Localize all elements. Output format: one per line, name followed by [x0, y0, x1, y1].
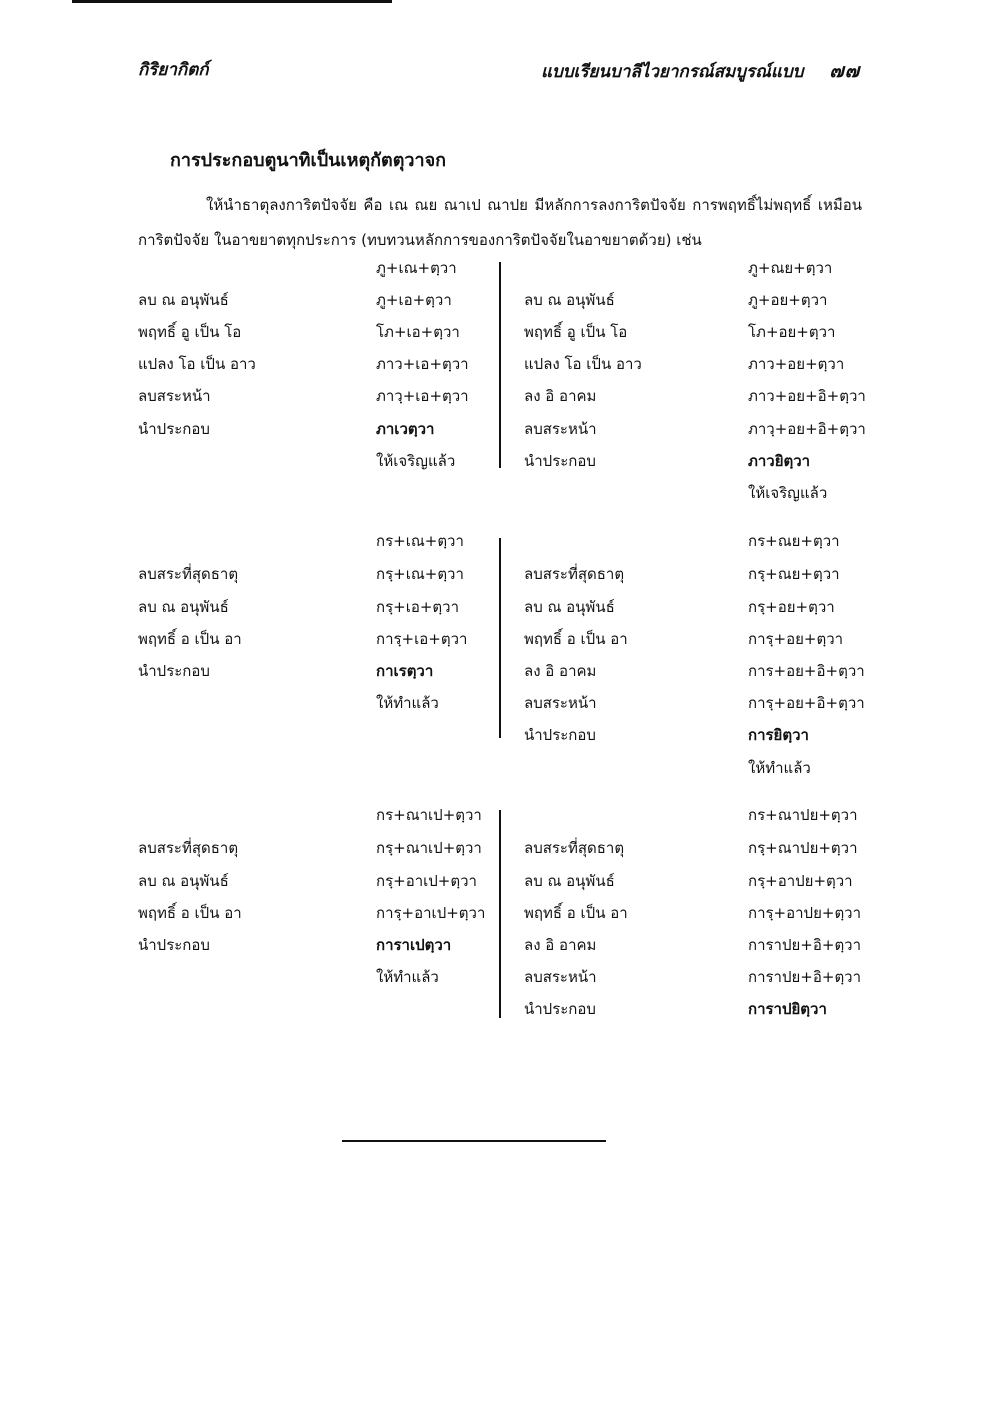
step-label: ลบสระหน้า	[524, 694, 597, 712]
step-label: ลง อิ อาคม	[524, 662, 597, 680]
step-label: แปลง โอ เป็น อาว	[138, 355, 256, 373]
book-title: แบบเรียนบาลีไวยากรณ์สมบูรณ์แบบ	[540, 62, 804, 82]
footer-rule	[342, 1140, 606, 1142]
derivation-form: กรฺ+เณ+ตฺวา	[376, 565, 464, 583]
step-label: ลบ ณ อนุพันธ์	[138, 598, 229, 616]
step-label: ลบ ณ อนุพันธ์	[138, 291, 229, 309]
derivation-form: โภ+อย+ตฺวา	[748, 323, 836, 341]
derivation-form: ภาวฺ+อย+อิ+ตฺวา	[748, 420, 866, 438]
step-label: ลบ ณ อนุพันธ์	[524, 872, 615, 890]
derivation-form: กรฺ+อาปย+ตฺวา	[748, 872, 853, 890]
derivation-form: การฺ+เอ+ตฺวา	[376, 630, 468, 648]
step-label: ลบ ณ อนุพันธ์	[138, 872, 229, 890]
derivation-form: ภู+เอ+ตฺวา	[376, 291, 452, 309]
derivation-form: การฺ+อย+อิ+ตฺวา	[748, 694, 865, 712]
derivation-form: การาปย+อิ+ตฺวา	[748, 936, 862, 954]
result-word: การยิตฺวา	[748, 726, 809, 744]
meaning: ให้ทำแล้ว	[748, 759, 811, 777]
step-label: ลบสระที่สุดธาตุ	[138, 565, 239, 583]
step-label: พฤทธิ์ อู เป็น โอ	[524, 323, 628, 341]
step-label: แปลง โอ เป็น อาว	[524, 355, 642, 373]
meaning: ให้เจริญแล้ว	[748, 484, 828, 502]
step-label: พฤทธิ์ อ เป็น อา	[138, 904, 242, 922]
step-label: นำประกอบ	[138, 936, 210, 954]
running-header-right	[541, 56, 860, 86]
derivation-form: กร+ณาเป+ตฺวา	[376, 806, 482, 824]
step-label: พฤทธิ์ อ เป็น อา	[524, 630, 628, 648]
result-word: การาปยิตฺวา	[748, 1000, 827, 1018]
derivation-form: ภาว+อย+ตฺวา	[748, 355, 845, 373]
result-word: การาเปตฺวา	[376, 936, 452, 954]
step-label: ลบ ณ อนุพันธ์	[524, 598, 615, 616]
meaning: ให้ทำแล้ว	[376, 694, 439, 712]
step-label: ลบสระหน้า	[138, 387, 211, 405]
derivation-form: ภาว+อย+อิ+ตฺวา	[748, 387, 866, 405]
step-label: ลบสระที่สุดธาตุ	[524, 565, 625, 583]
derivation-form: โภ+เอ+ตฺวา	[376, 323, 460, 341]
derivation-form: กรฺ+ณาปย+ตฺวา	[748, 839, 858, 857]
running-header-left: กิริยากิตก์	[138, 60, 209, 80]
page-number: ๗๗	[829, 60, 860, 82]
step-label: พฤทธิ์ อู เป็น โอ	[138, 323, 242, 341]
step-label: นำประกอบ	[524, 726, 596, 744]
derivation-form: การาปย+อิ+ตฺวา	[748, 968, 862, 986]
step-label: ลบสระหน้า	[524, 968, 597, 986]
derivation-form: การฺ+อาเป+ตฺวา	[376, 904, 486, 922]
column-divider	[499, 810, 501, 1018]
derivation-form: ภาว+เอ+ตฺวา	[376, 355, 469, 373]
derivation-form: ภู+เณ+ตฺวา	[376, 259, 457, 277]
result-word: ภาเวตฺวา	[376, 420, 435, 438]
derivation-form: กรฺ+เอ+ตฺวา	[376, 598, 459, 616]
derivation-form: กรฺ+ณาเป+ตฺวา	[376, 839, 482, 857]
derivation-form: กร+ณย+ตฺวา	[748, 532, 840, 550]
step-label: นำประกอบ	[524, 452, 596, 470]
step-label: ลบสระหน้า	[524, 420, 597, 438]
derivation-form: กรฺ+ณย+ตฺวา	[748, 565, 840, 583]
derivation-form: กร+ณาปย+ตฺวา	[748, 806, 858, 824]
step-label: พฤทธิ์ อ เป็น อา	[524, 904, 628, 922]
section-heading: การประกอบตูนาทิเป็นเหตุกัตตุวาจก	[170, 150, 447, 171]
step-label: ลบ ณ อนุพันธ์	[524, 291, 615, 309]
step-label: ลบสระที่สุดธาตุ	[524, 839, 625, 857]
derivation-form: การฺ+อาปย+ตฺวา	[748, 904, 862, 922]
step-label: พฤทธิ์ อ เป็น อา	[138, 630, 242, 648]
step-label: ลง อิ อาคม	[524, 387, 597, 405]
step-label: นำประกอบ	[138, 420, 210, 438]
derivation-form: ภู+ณย+ตฺวา	[748, 259, 833, 277]
derivation-form: การ+อย+อิ+ตฺวา	[748, 662, 865, 680]
step-label: นำประกอบ	[524, 1000, 596, 1018]
derivation-form: กร+เณ+ตฺวา	[376, 532, 464, 550]
step-label: ลบสระที่สุดธาตุ	[138, 839, 239, 857]
step-label: นำประกอบ	[138, 662, 210, 680]
derivation-form: การฺ+อย+ตฺวา	[748, 630, 844, 648]
derivation-form: กรฺ+อาเป+ตฺวา	[376, 872, 477, 890]
meaning: ให้ทำแล้ว	[376, 968, 439, 986]
step-label: ลง อิ อาคม	[524, 936, 597, 954]
top-rule	[72, 0, 392, 3]
result-word: กาเรตฺวา	[376, 662, 434, 680]
meaning: ให้เจริญแล้ว	[376, 452, 456, 470]
intro-paragraph: ให้นำธาตุลงการิตปัจจัย คือ เณ ณย ณาเป ณาปย มีหลักการลงการิตปัจจัย การพฤทธิ์ไม่พฤทธิ์ เหมือนการิตปัจจัย ในอาขยาตทุกประการ (ทบทวนหลักการของการิตปัจจัยในอาขยาตด้วย) เช่น	[138, 196, 862, 249]
column-divider	[499, 262, 501, 468]
result-word: ภาวยิตฺวา	[748, 452, 811, 470]
derivation-form: กรฺ+อย+ตฺวา	[748, 598, 835, 616]
column-divider	[499, 538, 501, 738]
derivation-form: ภาวฺ+เอ+ตฺวา	[376, 387, 469, 405]
derivation-form: ภู+อย+ตฺวา	[748, 291, 828, 309]
